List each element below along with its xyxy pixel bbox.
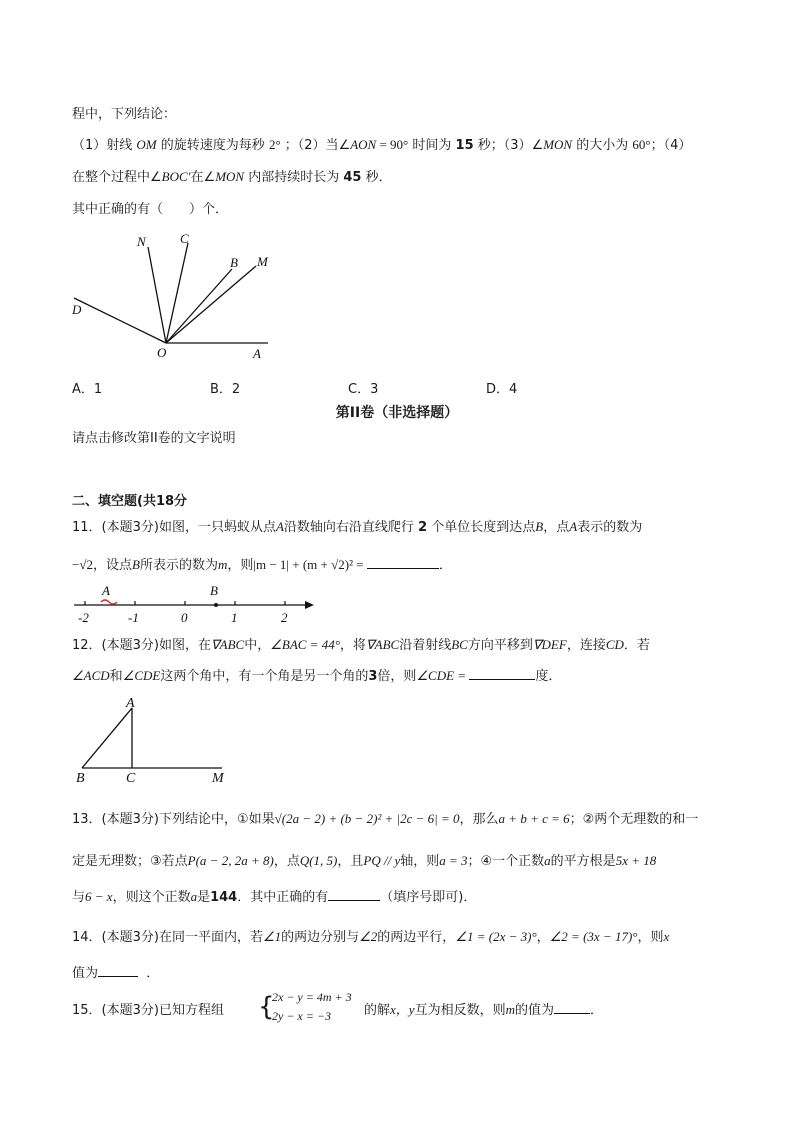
label-A: A bbox=[253, 346, 261, 361]
label-C: C bbox=[180, 231, 189, 246]
equation-system: 2x − y = 4m + 3 2y − x = −3 bbox=[272, 990, 352, 1023]
label-C: C bbox=[126, 771, 136, 786]
q11-line2: −√2，设点B所表示的数为m，则|m − 1| + (m + √2)² = ． bbox=[72, 557, 452, 573]
ray-ON bbox=[148, 247, 166, 343]
q15-answer-blank[interactable] bbox=[554, 1001, 590, 1014]
axis-label-B: B bbox=[210, 583, 218, 598]
label-D: D bbox=[72, 302, 82, 317]
q13-line2: 定是无理数；③若点P(a − 2, 2a + 8)，点Q(1, 5)，且PQ // y轴，则a = 3；④一个正数a的平方根是5x + 18 bbox=[72, 853, 657, 869]
q10-option-c[interactable]: C．3 bbox=[348, 382, 379, 397]
brace-icon: { bbox=[258, 992, 275, 1022]
q11-answer-blank[interactable] bbox=[367, 556, 439, 569]
q13-line3: 与6 − x，则这个正数a是144．其中正确的有 （填序号即可)． bbox=[72, 889, 477, 905]
part2-title: 第II卷（非选择题） bbox=[335, 405, 459, 421]
q14-answer-blank[interactable] bbox=[98, 964, 138, 977]
q10-question-prompt: 其中正确的有（ ）个． bbox=[72, 202, 229, 217]
label-A: A bbox=[126, 696, 135, 711]
ray-OD bbox=[74, 298, 166, 343]
label-M: M bbox=[212, 771, 224, 786]
ray-OC bbox=[166, 243, 188, 343]
q10-continuation-line: 程中，下列结论： bbox=[72, 107, 177, 122]
ray-OM bbox=[166, 266, 256, 343]
label-B: B bbox=[230, 255, 238, 270]
q10-conclusions-line2: 在整个过程中∠BOC′在∠MON 内部持续时长为 45 秒． bbox=[72, 169, 392, 185]
ant-icon bbox=[101, 600, 117, 604]
q12-line1: 12．(本题3分)如图，在∇ABC中，∠BAC = 44°，将∇ABC沿着射线BC方向平移到∇DEF，连接CD．若 bbox=[72, 637, 650, 653]
q14-line2: 值为 ． bbox=[72, 966, 160, 981]
q10-angle-figure bbox=[60, 225, 290, 365]
q15-line-rest: 的解x，y互为相反数，则m的值为 ． bbox=[364, 1002, 603, 1018]
label-B: B bbox=[76, 771, 85, 786]
q11-number-line bbox=[66, 580, 326, 630]
q10-option-a[interactable]: A．1 bbox=[72, 382, 103, 397]
q14-line1: 14．(本题3分)在同一平面内，若∠1的两边分别与∠2的两边平行，∠1 = (2x − 3)°，∠2 = (3x − 17)°，则x bbox=[72, 929, 670, 945]
label-N: N bbox=[137, 234, 146, 249]
q12-answer-blank[interactable] bbox=[469, 667, 535, 680]
q10-option-b[interactable]: B．2 bbox=[210, 382, 241, 397]
tick-label: -2 bbox=[78, 610, 89, 625]
q11-line1: 11．(本题3分)如图，一只蚂蚁从点A沿数轴向右沿直线爬行 2 个单位长度到达点B，点A表示的数为 bbox=[72, 519, 643, 535]
tick-label: 2 bbox=[281, 610, 288, 625]
tick-label: -1 bbox=[128, 610, 139, 625]
q12-line2: ∠ACD和∠CDE这两个角中，有一个角是另一个角的3倍，则∠CDE = 度． bbox=[72, 668, 562, 684]
q10-option-d[interactable]: D．4 bbox=[486, 382, 518, 397]
q12-triangle-figure bbox=[70, 692, 240, 788]
label-M: M bbox=[257, 254, 268, 269]
q15-line: 15．(本题3分)已知方程组 bbox=[72, 1003, 224, 1018]
part2-note[interactable]: 请点击修改第II卷的文字说明 bbox=[72, 431, 236, 446]
tick-label: 0 bbox=[181, 610, 188, 625]
q13-line1: 13．(本题3分)下列结论中，①如果√(2a − 2) + (b − 2)² + |2c − 6| = 0，那么a + b + c = 6；②两个无理数的和一 bbox=[72, 811, 699, 827]
q10-conclusions-line1: （1）射线 OM 的旋转速度为每秒 2° ；（2）当∠AON = 90° 时间为 15 秒；（3）∠MON 的大小为 60°；（4） bbox=[72, 137, 692, 153]
ray-OB bbox=[166, 269, 232, 343]
axis-label-A: A bbox=[102, 583, 110, 598]
section-fill-in-title: 二、填空题(共18分 bbox=[72, 494, 188, 509]
label-O: O bbox=[157, 345, 167, 360]
tick-label: 1 bbox=[231, 610, 238, 625]
q13-answer-blank[interactable] bbox=[328, 888, 380, 901]
